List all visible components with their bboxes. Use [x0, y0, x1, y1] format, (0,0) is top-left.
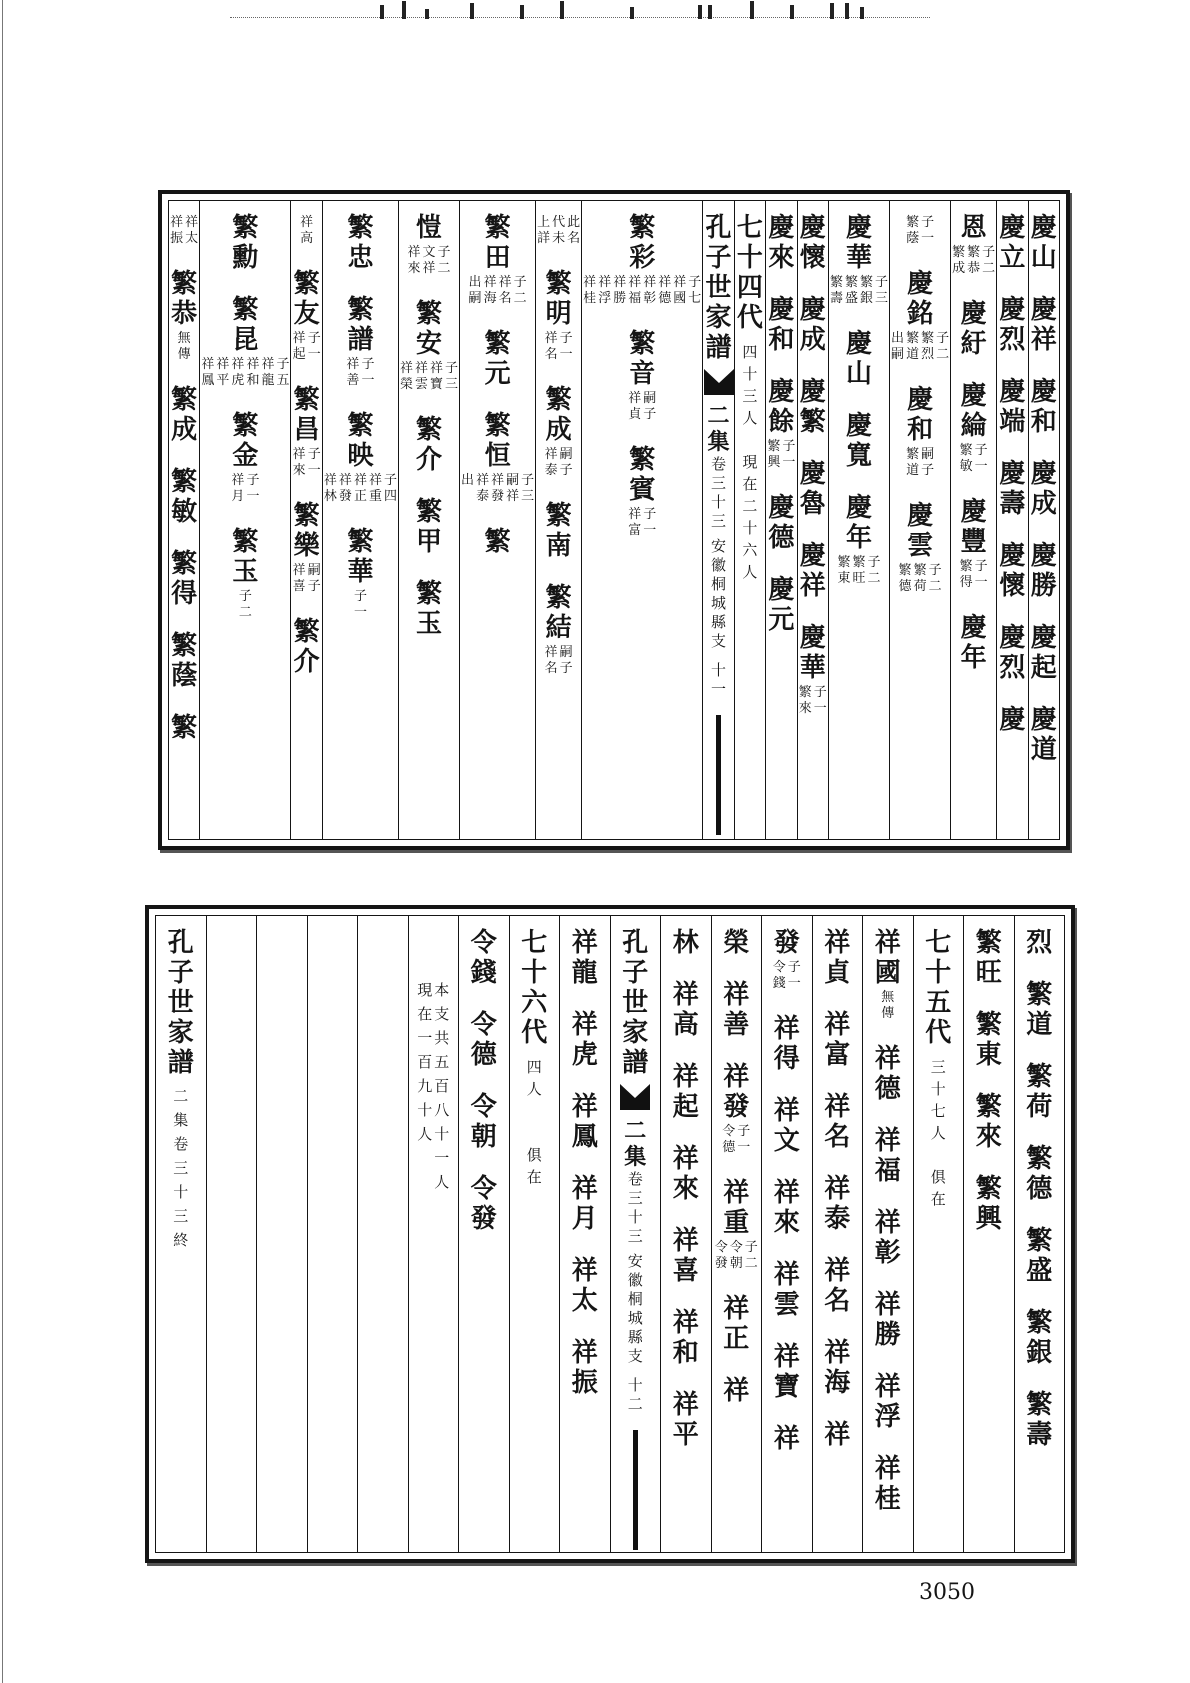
- person-name: 繁 得: [171, 549, 198, 609]
- annotation-note: 子 一 祥 名: [544, 331, 573, 362]
- person-name: 祥 來: [672, 1144, 699, 1204]
- person-name: 繁 銀: [1026, 1308, 1053, 1368]
- top-scan-marks: [230, 0, 930, 22]
- generation-count: 七 十 五 代 三 十 七 人 俱 在: [925, 928, 952, 1208]
- person-name: 祥 起: [672, 1062, 699, 1122]
- column-text: [950, 201, 996, 839]
- person-name: 慶 祥: [1030, 295, 1057, 355]
- person-name: 恩: [960, 213, 987, 243]
- annotation-note: 子 七 祥 國 祥 德 祥 彰 祥 福 祥 勝 祥 浮 祥 桂: [583, 275, 702, 306]
- person-name: 烈: [1026, 928, 1053, 958]
- annotation-note: 子 二 繁 旺 繁 東: [837, 555, 881, 586]
- banxin-bar: [716, 715, 721, 835]
- generation-count: 七 十 六 代 四 人 俱 在: [521, 928, 548, 1186]
- generation-label: 七 十 五 代: [925, 928, 952, 1048]
- annotation-note: 子 二 文 祥 祥 來: [407, 245, 451, 276]
- annotation-note: 嗣 子 祥 喜: [292, 563, 321, 594]
- banxin-volume: 卷 三 十 三: [627, 1170, 643, 1245]
- annotation-note: 子 五 祥 龍 祥 和 祥 虎 祥 平 祥 鳳: [201, 357, 290, 388]
- person-name: 發: [773, 928, 800, 958]
- column-text: [1014, 916, 1065, 1552]
- person-name: 繁 東: [975, 1010, 1002, 1070]
- person-name: 繁 昌: [293, 385, 320, 445]
- annotation-note: 嗣 子 繁 道: [906, 447, 935, 478]
- end-title: 孔 子 世 家 譜: [167, 928, 194, 1078]
- column-gen: [913, 916, 964, 1552]
- person-name: 繁 興: [975, 1174, 1002, 1234]
- person-name: 慶 和: [1030, 377, 1057, 437]
- person-name: 繁 田: [484, 213, 511, 273]
- person-name: 祥 泰: [824, 1174, 851, 1234]
- column-text: [581, 201, 702, 839]
- column-gen: [509, 916, 560, 1552]
- person-name: 祥 貞: [824, 928, 851, 988]
- person-name: 繁 成: [545, 385, 572, 445]
- person-name: 慶 和: [907, 385, 934, 445]
- person-name: 慶 繁: [799, 377, 826, 437]
- column-empty: [307, 916, 358, 1552]
- person-name: 繁 映: [347, 411, 374, 471]
- person-name: 慶 魯: [799, 459, 826, 519]
- annotation-note: 子 三 嗣 祥 祥 發 祥 泰 出: [461, 473, 535, 504]
- person-name: 慶 年: [846, 493, 873, 553]
- column-text: [963, 916, 1014, 1552]
- person-name: 祥 富: [824, 1010, 851, 1070]
- person-name: 祥 太: [571, 1256, 598, 1316]
- column-banxin: [610, 916, 661, 1552]
- person-name: 繁 明: [545, 269, 572, 329]
- person-name: 慶 山: [1030, 213, 1057, 273]
- annotation-note: 子 三 繁 銀 繁 盛 繁 壽: [829, 275, 889, 306]
- person-name: 祥 文: [773, 1096, 800, 1156]
- person-name: 慶 寬: [846, 411, 873, 471]
- person-name: 林: [672, 928, 699, 958]
- person-name: 慶 餘: [768, 377, 795, 437]
- column-end: 孔 子 世 家 譜 二 集 卷 三 十 三 終: [167, 928, 194, 1249]
- person-name: 慶 元: [768, 575, 795, 635]
- fishtail-mark: [704, 369, 734, 395]
- column-text: [812, 916, 863, 1552]
- person-name: 繁 盛: [1026, 1226, 1053, 1286]
- person-name: 慶 烈: [999, 623, 1026, 683]
- person-name: 祥: [824, 1420, 851, 1450]
- person-name: 祥 振: [571, 1338, 598, 1398]
- person-name: 慶 壽: [999, 459, 1026, 519]
- person-name: 祥 喜: [672, 1226, 699, 1286]
- annotation-note: 子 一 繁 興: [767, 439, 796, 470]
- person-name: 繁 勳: [232, 213, 259, 273]
- person-name: 慶 成: [1030, 459, 1057, 519]
- banxin-bar: [633, 1430, 638, 1550]
- person-name: 繁 介: [416, 415, 443, 475]
- person-name: 繁 玉: [232, 527, 259, 587]
- person-name: 祥 雲: [773, 1260, 800, 1320]
- column-text: [711, 916, 762, 1552]
- person-name: 祥 和: [672, 1308, 699, 1368]
- person-name: 慶 年: [960, 613, 987, 673]
- person-name: 慶 懷: [999, 541, 1026, 601]
- banxin-branch: 安 徽 桐 城 縣 支: [710, 537, 726, 650]
- annotation-note: 無 傳: [177, 331, 191, 362]
- person-name: 祥 得: [773, 1014, 800, 1074]
- column-banxin: [702, 201, 733, 839]
- column-text: [199, 201, 290, 839]
- annotation-note: 子 一 祥 善: [346, 357, 375, 388]
- person-name: 繁 德: [1026, 1144, 1053, 1204]
- person-name: 慶 端: [999, 377, 1026, 437]
- person-name: 愷: [416, 213, 443, 243]
- column-text: [828, 201, 889, 839]
- column-text: [559, 916, 610, 1552]
- column-empty: [357, 916, 408, 1552]
- annotation-note: 子 四 祥 重 祥 正 祥 發 祥 林: [323, 473, 397, 504]
- generation-count: 七 十 四 代 四 十 三 人 現 在 二 十 六 人: [736, 213, 763, 581]
- annotation-note: 子 一 祥 月: [231, 473, 260, 504]
- person-name: 繁 彩: [629, 213, 656, 273]
- person-name: 慶 祥: [799, 541, 826, 601]
- person-name: 繁 蔭: [171, 631, 198, 691]
- person-name: 繁 來: [975, 1092, 1002, 1152]
- column-empty: [256, 916, 307, 1552]
- branch-summary: 本 支 共 五 百 八 十 一 人 現 在 一 百 九 十 人: [417, 981, 450, 1191]
- person-name: 慶 和: [768, 295, 795, 355]
- column-text: [761, 916, 812, 1552]
- banxin-leaf: 十 一: [710, 661, 726, 698]
- person-name: 繁 賓: [629, 445, 656, 505]
- person-name: 繁 忠: [347, 213, 374, 273]
- column-text: [459, 201, 535, 839]
- person-name: 慶 綸: [960, 381, 987, 441]
- person-name: 繁 介: [293, 617, 320, 677]
- annotation-note: 子 二 繁 烈 繁 道 出 嗣: [891, 331, 950, 362]
- column-text: [322, 201, 398, 839]
- banxin-branch: 安 徽 桐 城 縣 支: [627, 1252, 643, 1365]
- column-summary: [408, 916, 459, 1552]
- person-name: 祥 善: [723, 980, 750, 1040]
- person-name: 繁 荷: [1026, 1062, 1053, 1122]
- lower-genealogy-panel: [145, 905, 1075, 1563]
- person-name: 令 錢: [470, 928, 497, 988]
- column-text: [535, 201, 581, 839]
- column-gen: [734, 201, 765, 839]
- column-text: [458, 916, 509, 1552]
- person-name: 祥 德: [874, 1044, 901, 1104]
- person-name: 慶 立: [999, 213, 1026, 273]
- banxin-title: 孔 子 世 家 譜: [622, 928, 649, 1078]
- person-name: 祥 海: [824, 1338, 851, 1398]
- annotation-note: 子 一 令 德: [722, 1124, 751, 1155]
- column-text: [169, 201, 199, 839]
- annotation-note: 此 名 代 未 上 詳: [537, 215, 581, 246]
- annotation-note: 無 傳: [881, 990, 895, 1021]
- person-name: 祥: [773, 1424, 800, 1454]
- annotation-note: 子 二 繁 恭 繁 成: [952, 245, 996, 276]
- column-text: [398, 201, 459, 839]
- person-name: 祥 國: [874, 928, 901, 988]
- column-text: [996, 201, 1027, 839]
- person-name: 令 發: [470, 1174, 497, 1234]
- page-number: 3050: [919, 1580, 975, 1605]
- person-name: 慶 華: [846, 213, 873, 273]
- person-name: 祥 重: [723, 1178, 750, 1238]
- person-name: 祥 浮: [874, 1372, 901, 1432]
- person-name: 祥 正: [723, 1294, 750, 1354]
- person-name: 慶 紆: [960, 299, 987, 359]
- person-name: 繁 昆: [232, 295, 259, 355]
- person-name: 繁 南: [545, 501, 572, 561]
- person-name: 祥 桂: [874, 1454, 901, 1514]
- column-empty: [206, 916, 257, 1552]
- person-name: 繁 譜: [347, 295, 374, 355]
- annotation-note: 子 一 祥 來: [292, 447, 321, 478]
- person-name: 繁 恒: [484, 411, 511, 471]
- person-name: 祥 名: [824, 1256, 851, 1316]
- person-name: 慶 雲: [907, 501, 934, 561]
- annotation-note: 祥 高: [300, 215, 314, 246]
- banxin-collection: 二 集: [707, 403, 730, 455]
- person-name: 繁 成: [171, 385, 198, 445]
- person-name: 慶 華: [799, 623, 826, 683]
- person-name: 祥 勝: [874, 1290, 901, 1350]
- annotation-note: 子 一 祥 富: [628, 507, 657, 538]
- person-name: 慶 勝: [1030, 541, 1057, 601]
- person-name: 繁 甲: [416, 497, 443, 557]
- upper-columns: [168, 200, 1060, 840]
- person-name: 慶 懷: [799, 213, 826, 273]
- person-name: 繁 旺: [975, 928, 1002, 988]
- banxin-title: 孔 子 世 家 譜: [705, 213, 732, 363]
- banxin-collection: 二 集: [624, 1118, 647, 1170]
- annotation-note: 子 二: [238, 589, 252, 620]
- annotation-note: 子 二 令 朝 令 發: [714, 1240, 758, 1271]
- annotation-note: 子 一 繁 蔭: [906, 215, 935, 246]
- person-name: 令 朝: [470, 1092, 497, 1152]
- person-name: 慶 豐: [960, 497, 987, 557]
- generation-label: 七 十 四 代: [736, 213, 763, 333]
- person-name: 慶 銘: [907, 269, 934, 329]
- lower-columns: [155, 915, 1065, 1553]
- person-name: 慶 來: [768, 213, 795, 273]
- annotation-note: 子 一 繁 來: [798, 685, 827, 716]
- person-name: 祥 鳳: [571, 1092, 598, 1152]
- person-name: 令 德: [470, 1010, 497, 1070]
- person-name: 祥 龍: [571, 928, 598, 988]
- person-name: 繁 樂: [293, 501, 320, 561]
- person-name: 繁 華: [347, 527, 374, 587]
- column-text: [765, 201, 796, 839]
- person-name: 祥 寶: [773, 1342, 800, 1402]
- person-name: 榮: [723, 928, 750, 958]
- annotation-note: 子 一: [353, 589, 367, 620]
- annotation-note: 嗣 子 祥 名: [544, 645, 573, 676]
- column-text: [797, 201, 828, 839]
- person-name: 繁 壽: [1026, 1390, 1053, 1450]
- person-name: 慶 道: [1030, 705, 1057, 765]
- banxin-volume: 卷 三 十 三: [710, 455, 726, 530]
- person-name: 繁 安: [416, 299, 443, 359]
- person-name: 祥 福: [874, 1126, 901, 1186]
- banxin-leaf: 十 二: [627, 1376, 643, 1413]
- person-name: 祥: [723, 1376, 750, 1406]
- person-name: 慶 山: [846, 329, 873, 389]
- column-text: [1028, 201, 1059, 839]
- column-text: [290, 201, 321, 839]
- annotation-note: 子 二 繁 荷 繁 德: [898, 563, 942, 594]
- annotation-note: 子 一 繁 敏: [959, 443, 988, 474]
- person-name: 祥 來: [773, 1178, 800, 1238]
- column-text: [862, 916, 913, 1552]
- annotation-note: 子 一 繁 得: [959, 559, 988, 590]
- person-name: 繁 玉: [416, 579, 443, 639]
- generation-label: 七 十 六 代: [521, 928, 548, 1048]
- annotation-note: 子 二 祥 名 祥 海 出 嗣: [468, 275, 527, 306]
- annotation-note: 祥 太 祥 振: [170, 215, 199, 246]
- fishtail-mark: [620, 1084, 650, 1110]
- person-name: 繁: [171, 713, 198, 743]
- person-name: 祥 高: [672, 980, 699, 1040]
- person-name: 祥 虎: [571, 1010, 598, 1070]
- person-name: 祥 彰: [874, 1208, 901, 1268]
- annotation-note: 子 三 祥 寶 祥 雲 祥 榮: [399, 361, 459, 392]
- person-name: 慶 烈: [999, 295, 1026, 355]
- annotation-note: 子 一 令 錢: [772, 960, 801, 991]
- person-name: 繁 友: [293, 269, 320, 329]
- person-name: 繁 道: [1026, 980, 1053, 1040]
- page-edge-line: [2, 0, 3, 1683]
- column-text: [660, 916, 711, 1552]
- person-name: 繁 金: [232, 411, 259, 471]
- person-name: 祥 平: [672, 1390, 699, 1450]
- person-name: 繁 恭: [171, 269, 198, 329]
- person-name: 慶 成: [799, 295, 826, 355]
- person-name: 祥 名: [824, 1092, 851, 1152]
- column-text: [889, 201, 950, 839]
- person-name: 慶 德: [768, 493, 795, 553]
- person-name: 繁 元: [484, 329, 511, 389]
- person-name: 祥 發: [723, 1062, 750, 1122]
- person-name: 繁 敏: [171, 467, 198, 527]
- person-name: 慶 起: [1030, 623, 1057, 683]
- annotation-note: 子 一 祥 起: [292, 331, 321, 362]
- person-name: 繁 音: [629, 329, 656, 389]
- upper-genealogy-panel: [158, 190, 1070, 850]
- person-name: 繁 結: [545, 583, 572, 643]
- annotation-note: 嗣 子 祥 貞: [628, 391, 657, 422]
- person-name: 繁: [484, 527, 511, 557]
- annotation-note: 嗣 子 祥 泰: [544, 447, 573, 478]
- person-name: 慶: [999, 705, 1026, 735]
- person-name: 祥 月: [571, 1174, 598, 1234]
